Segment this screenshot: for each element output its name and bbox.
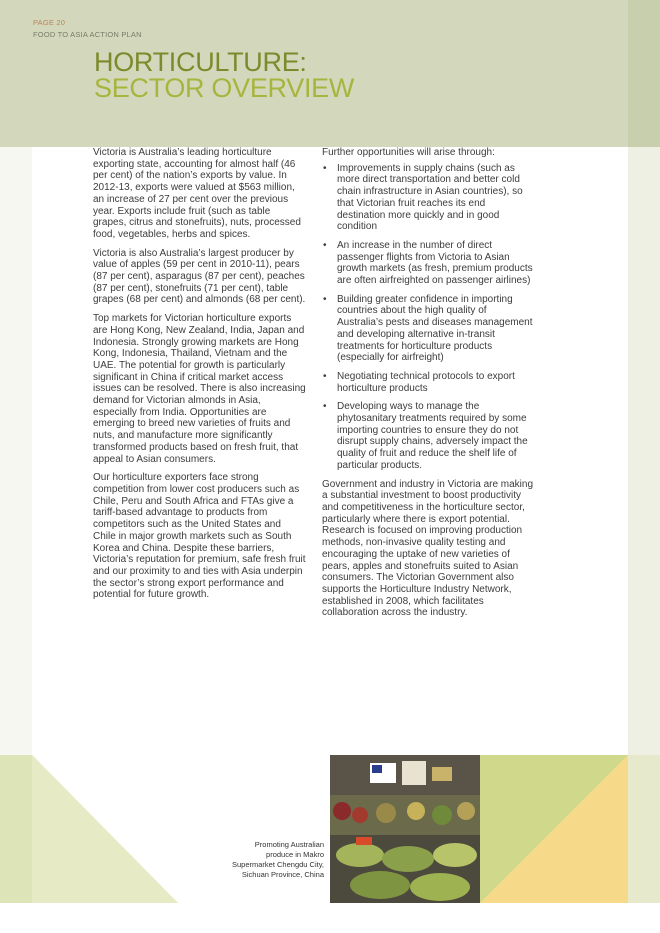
paragraph: Victoria is Australia’s leading horticulture exporting state, accounting for almost half (46 per cent) of the nation’s exports by value. In 2012-13, exports were valued at $563 million, an increase of 27 per cent over the previous year. Exports include fruit (such as table grapes, citrus and stonefruits), nuts, processed food, vegetables, herbs and spices. — [93, 147, 301, 240]
opportunity-list — [322, 163, 534, 472]
photo-illustration — [330, 755, 480, 903]
left-column — [93, 147, 306, 608]
page-title — [94, 49, 354, 101]
right-column — [322, 147, 534, 626]
paragraph: Our horticulture exporters face strong competition from lower cost producers such as Chile, Peru and South Africa and FTAs give a tariff-based advantage to products from competitors such as the United States and Chile in major growth markets such as South Korea and China. Despite these barriers, Victoria’s reputation for premium, safe fresh fruit and our proximity to and ties with Asia underpin the sector’s strong export performance and potential for future growth. — [93, 472, 306, 601]
list-item: • Building greater confidence in importing countries about the high quality of Australia’s pests and diseases management and developing alternative in-transit treatments for horticulture products (especially for airfreight) — [323, 293, 533, 364]
side-strip-right — [628, 147, 660, 755]
paragraph: Victoria is also Australia’s largest producer by value of apples (59 per cent in 2010-11), pears (87 per cent), asparagus (87 per cent), peaches (87 per cent), stonefruits (71 per cent), table grapes (68 per cent) and almonds (68 per cent). — [93, 247, 306, 306]
bullet-icon: • — [323, 239, 327, 251]
header-strip — [628, 0, 660, 147]
title-line-2: SECTOR OVERVIEW — [94, 73, 355, 103]
bullet-icon: • — [323, 370, 327, 382]
list-item: • Negotiating technical protocols to export horticulture products — [323, 370, 515, 394]
supermarket-photo — [330, 755, 480, 903]
list-item: • Improvements in supply chains (such as more direct transportation and better cold chain infrastructure in Asian countries), so that Victorian fruit reaches its end destination more quickly and in good condition — [323, 162, 523, 233]
bullet-icon: • — [323, 162, 327, 174]
page-number: PAGE 20 — [33, 18, 66, 27]
title-line-1: HORTICULTURE: — [94, 47, 307, 77]
paragraph: Top markets for Victorian horticulture exports are Hong Kong, New Zealand, India, Japan and Indonesia. Strongly growing markets are Hong Kong, Indonesia, Thailand, Vietnam and the UAE. The potential for growth is particularly significant in China if critical market access issues can be resolved. There is also increasing demand for Victorian almonds in Asia, especially from India. Opportunities are emerging to breed new varieties of fruits and nuts, and manufacture more significantly transformed products based on fresh fruit, that appeal to Asian consumers. — [93, 313, 306, 465]
list-item: • An increase in the number of direct passenger flights from Victoria to Asian growth markets (as fresh, premium products are often airfreighted on passenger airlines) — [323, 239, 533, 287]
bullet-icon: • — [323, 401, 327, 413]
closing-paragraph: Government and industry in Victoria are making a substantial investment to boost productivity and competitiveness in the horticulture sector, particularly where there is export potential. Research is focused on improving production methods, non-invasive quality testing and encouraging the uptake of new varieties of pears, apples and stonefruits suited to Asian consumers. The Victorian Government also supports the Horticulture Industry Network, established in 2008, which facilitates collaboration across the industry. — [322, 478, 534, 619]
side-strip-left — [0, 147, 32, 755]
document-title: FOOD TO ASIA ACTION PLAN — [33, 30, 142, 39]
photo-caption: Promoting Australian produce in Makro Supermarket Chengdu City, Sichuan Province, China — [232, 840, 324, 879]
list-item: • Developing ways to manage the phytosanitary treatments required by some importing countries to ensure they do not disrupt supply chains, adversely impact the quality of fruit and reduce the shelf life of particular products. — [323, 401, 528, 471]
bullet-icon: • — [323, 293, 327, 305]
intro-text: Further opportunities will arise through: — [322, 147, 495, 158]
